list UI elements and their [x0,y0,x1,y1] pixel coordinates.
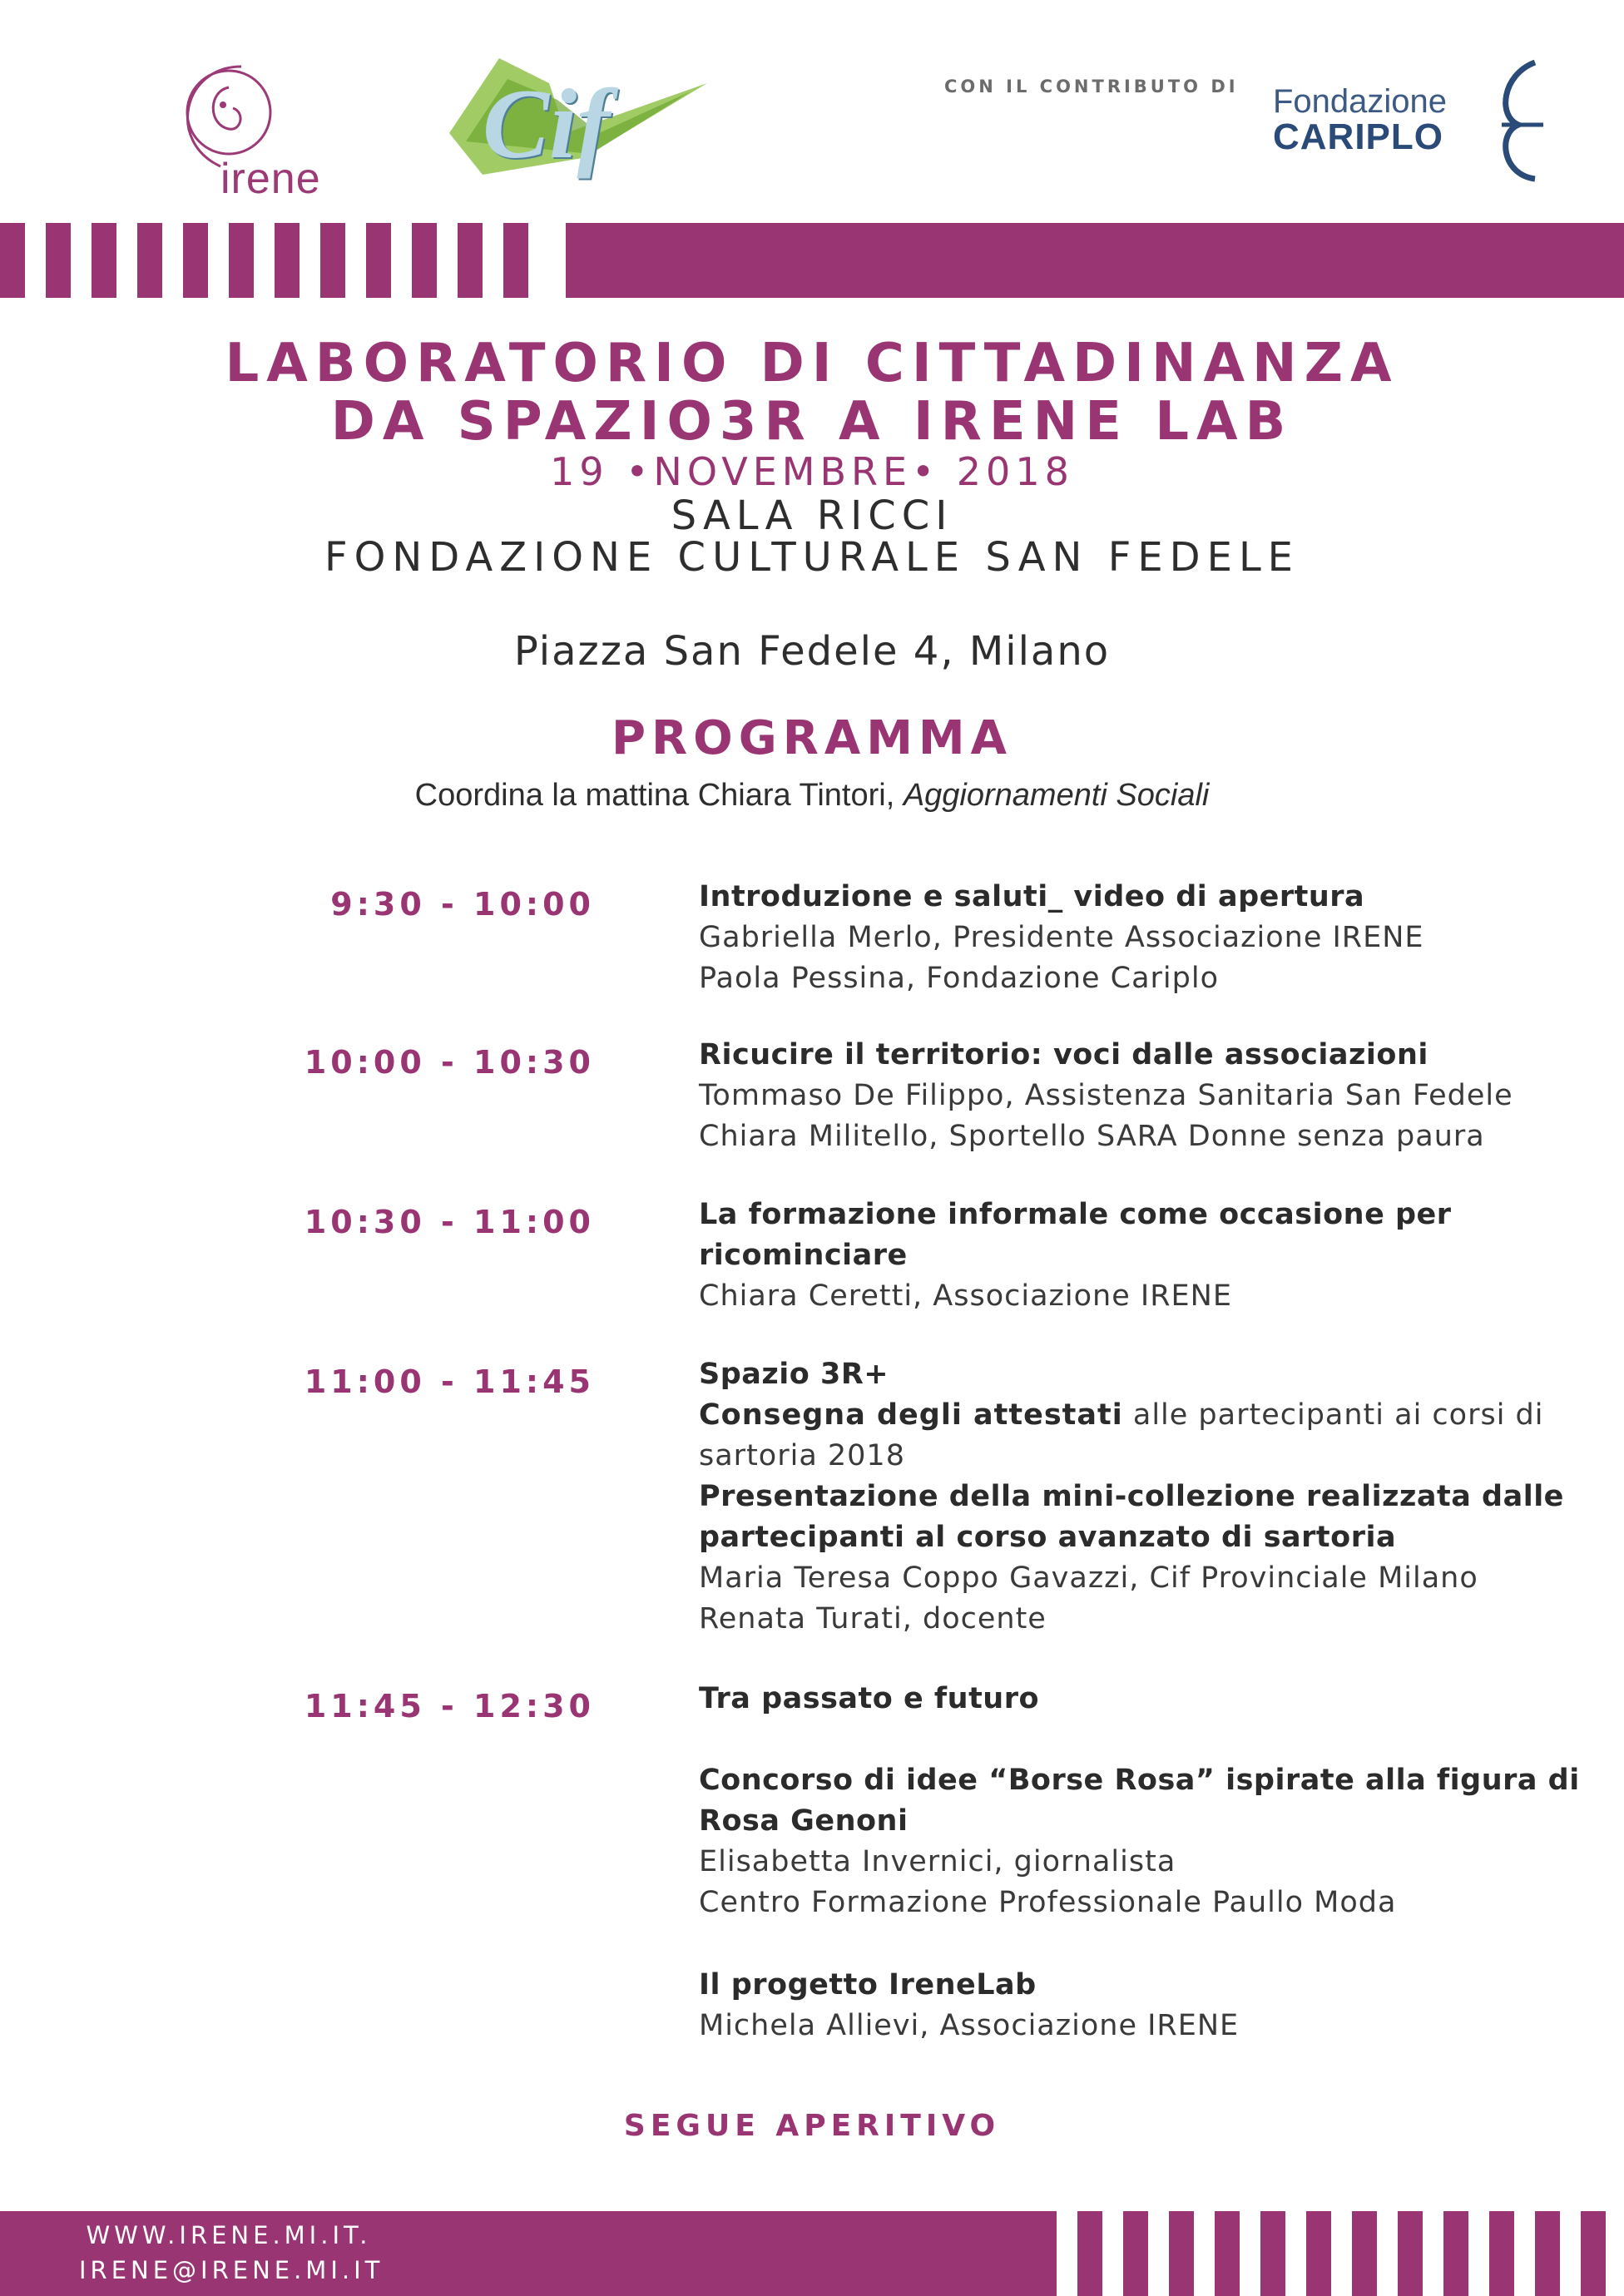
decorative-stripe [1352,2211,1377,2296]
event-address: Piazza San Fedele 4, Milano [513,628,1111,675]
schedule-line: Michela Allievi, Associazione IRENE [699,2009,1240,2042]
decorative-stripe [92,223,116,298]
cariplo-logo-line1: Fondazione [1273,83,1448,120]
decorative-stripe [1443,2211,1468,2296]
schedule-line: Maria Teresa Coppo Gavazzi, Cif Provinciale Milano [699,1561,1478,1595]
schedule-line: Il progetto IreneLab [699,1968,1037,2002]
schedule-line-bold-part: Consegna degli attestati [699,1398,1123,1432]
schedule-line: partecipanti al corso avanzato di sartoria [699,1521,1397,1554]
cif-logo-wordmark: Cif [483,68,611,179]
schedule-line: Ricucire il territorio: voci dalle associazioni [699,1038,1428,1071]
decorative-stripe [46,223,71,298]
decorative-stripe [275,223,300,298]
irene-logo-wordmark: irene [220,155,321,203]
program-heading: PROGRAMMA [611,711,1013,765]
event-room: SALA RICCI [671,492,953,539]
schedule-line: sartoria 2018 [699,1439,905,1472]
decorative-stripe [1398,2211,1423,2296]
irene-logo [150,42,358,208]
decorative-stripe [229,223,254,298]
decorative-stripe [320,223,345,298]
schedule-line: ricominciare [699,1239,908,1272]
schedule-line: Gabriella Merlo, Presidente Associazione IRENE [699,921,1424,954]
decorative-stripe [1260,2211,1285,2296]
decorative-stripe [137,223,162,298]
decorative-stripe [1306,2211,1331,2296]
closing-note: SEGUE APERITIVO [623,2109,1001,2143]
cif-logo [433,33,715,200]
decorative-stripe [1077,2211,1102,2296]
event-title-line2: DA SPAZIO3R A IRENE LAB [330,391,1294,453]
schedule-time: 11:00 - 11:45 [304,1363,595,1400]
fondazione-cariplo-logo [1273,58,1547,183]
decorative-stripe [503,223,528,298]
contribution-label: CON IL CONTRIBUTO DI [944,77,1239,96]
schedule-line: Elisabetta Invernici, giornalista [699,1845,1176,1878]
schedule-line: Chiara Militello, Sportello SARA Donne senza paura [699,1120,1485,1153]
schedule-line: Tommaso De Filippo, Assistenza Sanitaria San Fedele [699,1079,1513,1112]
schedule-line: La formazione informale come occasione per [699,1198,1452,1231]
decorative-stripe [412,223,437,298]
schedule-line: Centro Formazione Professionale Paullo Moda [699,1886,1397,1919]
decorative-stripe [1215,2211,1240,2296]
schedule-line: Renata Turati, docente [699,1602,1047,1635]
decorative-stripe [458,223,483,298]
schedule-time: 9:30 - 10:00 [330,886,595,923]
schedule-line: Presentazione della mini-collezione realizzata dalle [699,1480,1564,1513]
schedule-time: 10:00 - 10:30 [304,1044,595,1081]
schedule-line: Concorso di idee “Borse Rosa” ispirate alla figura di [699,1764,1580,1797]
decorative-stripe [1123,2211,1148,2296]
decorative-stripe [1489,2211,1514,2296]
cariplo-emblem-icon [1485,58,1552,183]
decorative-stripe [1581,2211,1606,2296]
footer-email-link[interactable]: IRENE@IRENE.MI.IT [79,2256,384,2284]
schedule-line: Spazio 3R+ [699,1358,889,1391]
schedule-line: Chiara Ceretti, Associazione IRENE [699,1279,1232,1313]
decorative-stripe [366,223,391,298]
schedule-line: Introduzione e saluti_ video di apertura [699,880,1365,913]
schedule-line-regular-part: alle partecipanti ai corsi di [1122,1398,1544,1432]
decorative-stripe [0,223,25,298]
schedule-line: Paola Pessina, Fondazione Cariplo [699,962,1220,995]
decorative-stripe [1535,2211,1560,2296]
schedule-line: Rosa Genoni [699,1804,909,1838]
decorative-stripe [183,223,208,298]
cariplo-logo-line2: CARIPLO [1273,116,1443,157]
schedule-line: Tra passato e futuro [699,1682,1040,1715]
coordinator-org: Aggiornamenti Sociali [903,778,1210,813]
coordinator-text: Coordina la mattina Chiara Tintori, [414,778,904,813]
schedule-time: 10:30 - 11:00 [304,1204,595,1240]
footer-website-link[interactable]: WWW.IRENE.MI.IT. [86,2221,372,2249]
schedule-line-mixed [699,1398,1544,1432]
header-band [566,223,1624,298]
event-title-line1: LABORATORIO DI CITTADINANZA [225,333,1399,394]
coordinator-line [0,778,1624,814]
schedule-time: 11:45 - 12:30 [304,1688,595,1724]
decorative-stripe [1169,2211,1194,2296]
event-venue: FONDAZIONE CULTURALE SAN FEDELE [324,534,1300,581]
event-date: 19 •NOVEMBRE• 2018 [550,449,1074,494]
